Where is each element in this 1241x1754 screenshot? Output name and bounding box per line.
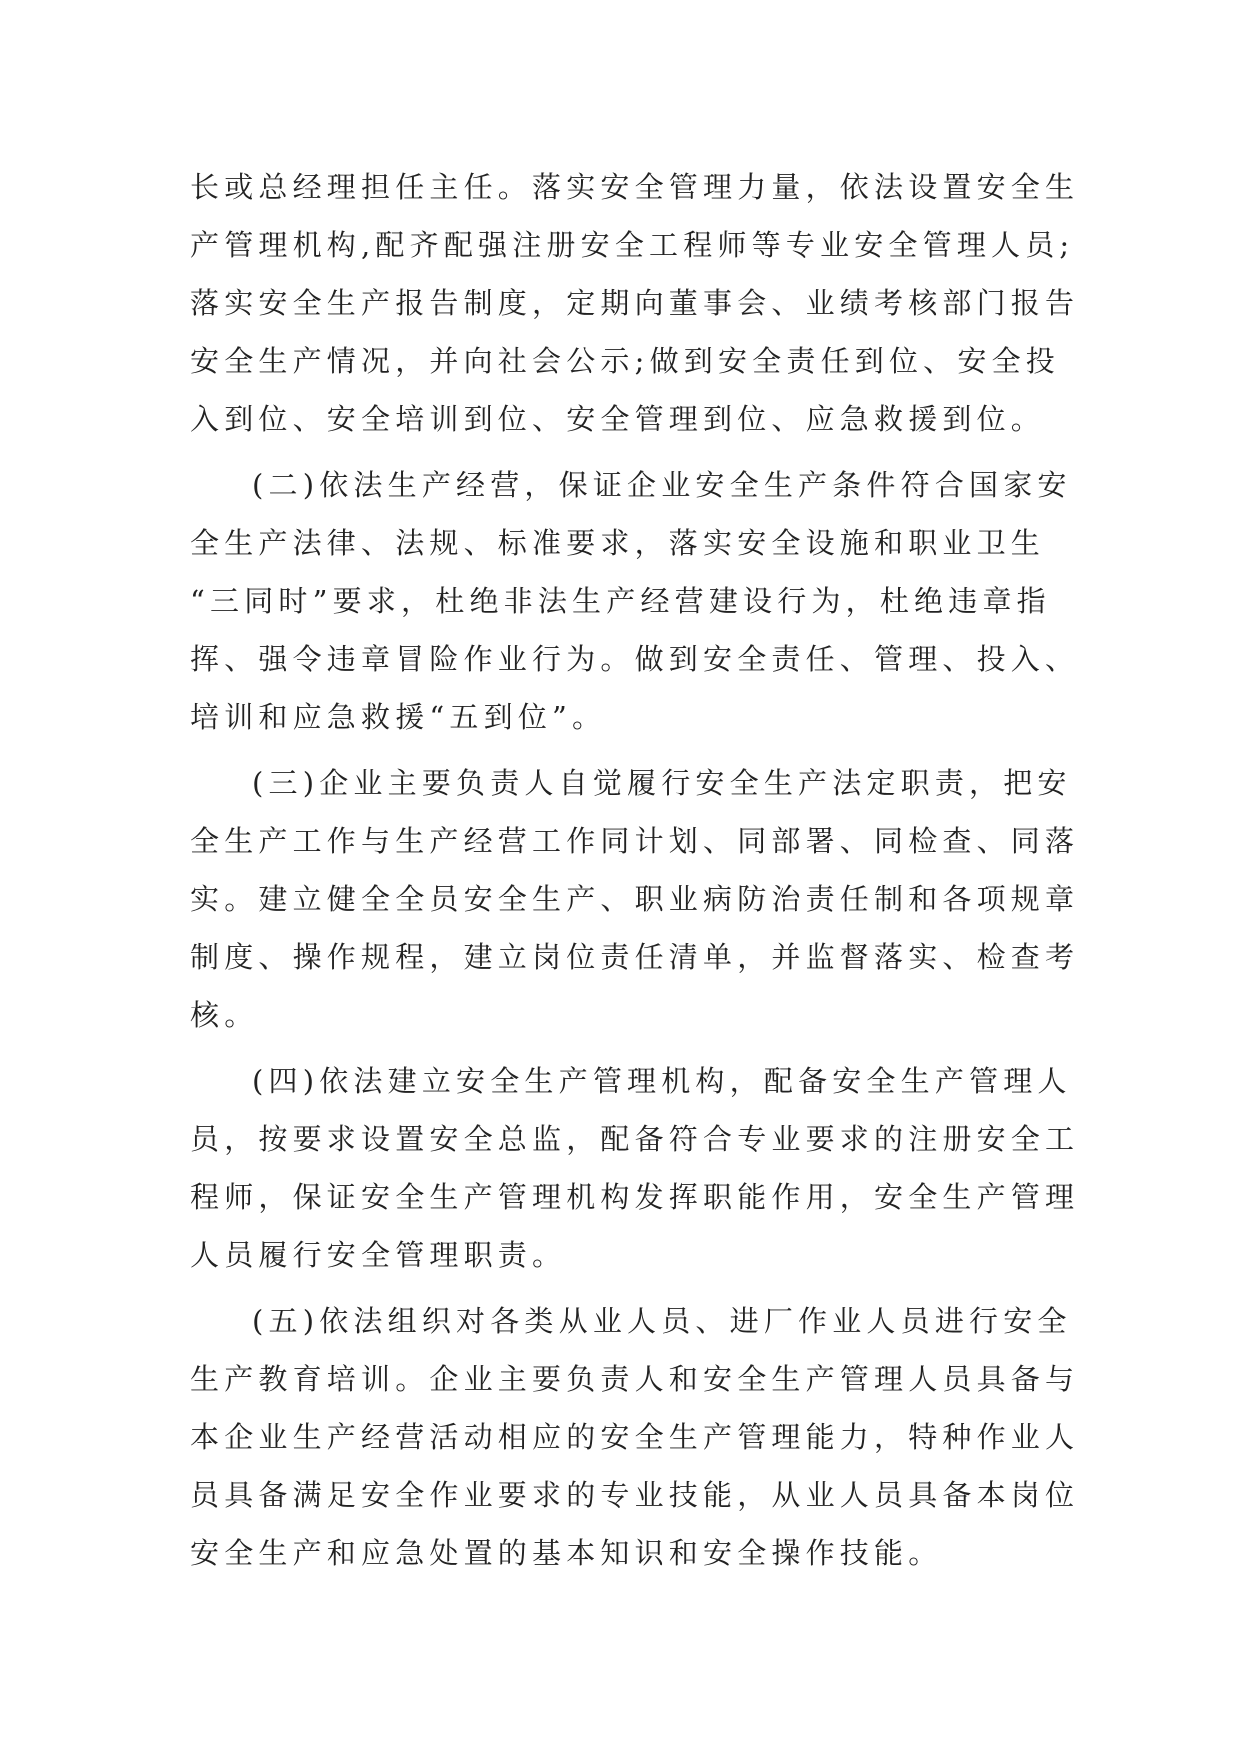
text-line: 培训和应急救援“五到位”。	[190, 700, 607, 734]
paragraph-3	[190, 754, 1080, 1044]
paragraph-4	[190, 1052, 1080, 1284]
text-line: 长或总经理担任主任。落实安全管理力量，依法设置安全生	[190, 170, 1080, 204]
text-line: 落实安全生产报告制度，定期向董事会、业绩考核部门报告	[190, 286, 1080, 320]
document-body	[190, 158, 1080, 1582]
paragraph-5	[190, 1292, 1080, 1582]
text-line: (三)企业主要负责人自觉履行安全生产法定职责，把安	[252, 766, 1072, 800]
text-line: 实。建立健全全员安全生产、职业病防治责任制和各项规章	[190, 882, 1080, 916]
text-line: (四)依法建立安全生产管理机构，配备安全生产管理人	[252, 1064, 1072, 1098]
text-line: 人员履行安全管理职责。	[190, 1238, 567, 1272]
text-line: (五)依法组织对各类从业人员、进厂作业人员进行安全	[252, 1304, 1072, 1338]
text-line: 员，按要求设置安全总监，配备符合专业要求的注册安全工	[190, 1122, 1080, 1156]
text-line: (二)依法生产经营，保证企业安全生产条件符合国家安	[252, 468, 1072, 502]
text-line: “三同时”要求，杜绝非法生产经营建设行为，杜绝违章指	[190, 584, 1051, 618]
paragraph-1	[190, 158, 1080, 448]
text-line: 本企业生产经营活动相应的安全生产管理能力，特种作业人	[190, 1420, 1080, 1454]
text-line: 安全生产和应急处置的基本知识和安全操作技能。	[190, 1536, 943, 1570]
paragraph-2	[190, 456, 1080, 746]
text-line: 制度、操作规程，建立岗位责任清单，并监督落实、检查考	[190, 940, 1080, 974]
text-line: 核。	[190, 998, 259, 1032]
text-line: 全生产法律、法规、标准要求，落实安全设施和职业卫生	[190, 526, 1046, 560]
text-line: 入到位、安全培训到位、安全管理到位、应急救援到位。	[190, 402, 1046, 436]
text-line: 员具备满足安全作业要求的专业技能，从业人员具备本岗位	[190, 1478, 1080, 1512]
text-line: 全生产工作与生产经营工作同计划、同部署、同检查、同落	[190, 824, 1080, 858]
text-line: 产管理机构,配齐配强注册安全工程师等专业安全管理人员;	[190, 228, 1075, 262]
text-line: 安全生产情况，并向社会公示;做到安全责任到位、安全投	[190, 344, 1060, 378]
text-line: 生产教育培训。企业主要负责人和安全生产管理人员具备与	[190, 1362, 1080, 1396]
text-line: 程师，保证安全生产管理机构发挥职能作用，安全生产管理	[190, 1180, 1080, 1214]
text-line: 挥、强令违章冒险作业行为。做到安全责任、管理、投入、	[190, 642, 1080, 676]
